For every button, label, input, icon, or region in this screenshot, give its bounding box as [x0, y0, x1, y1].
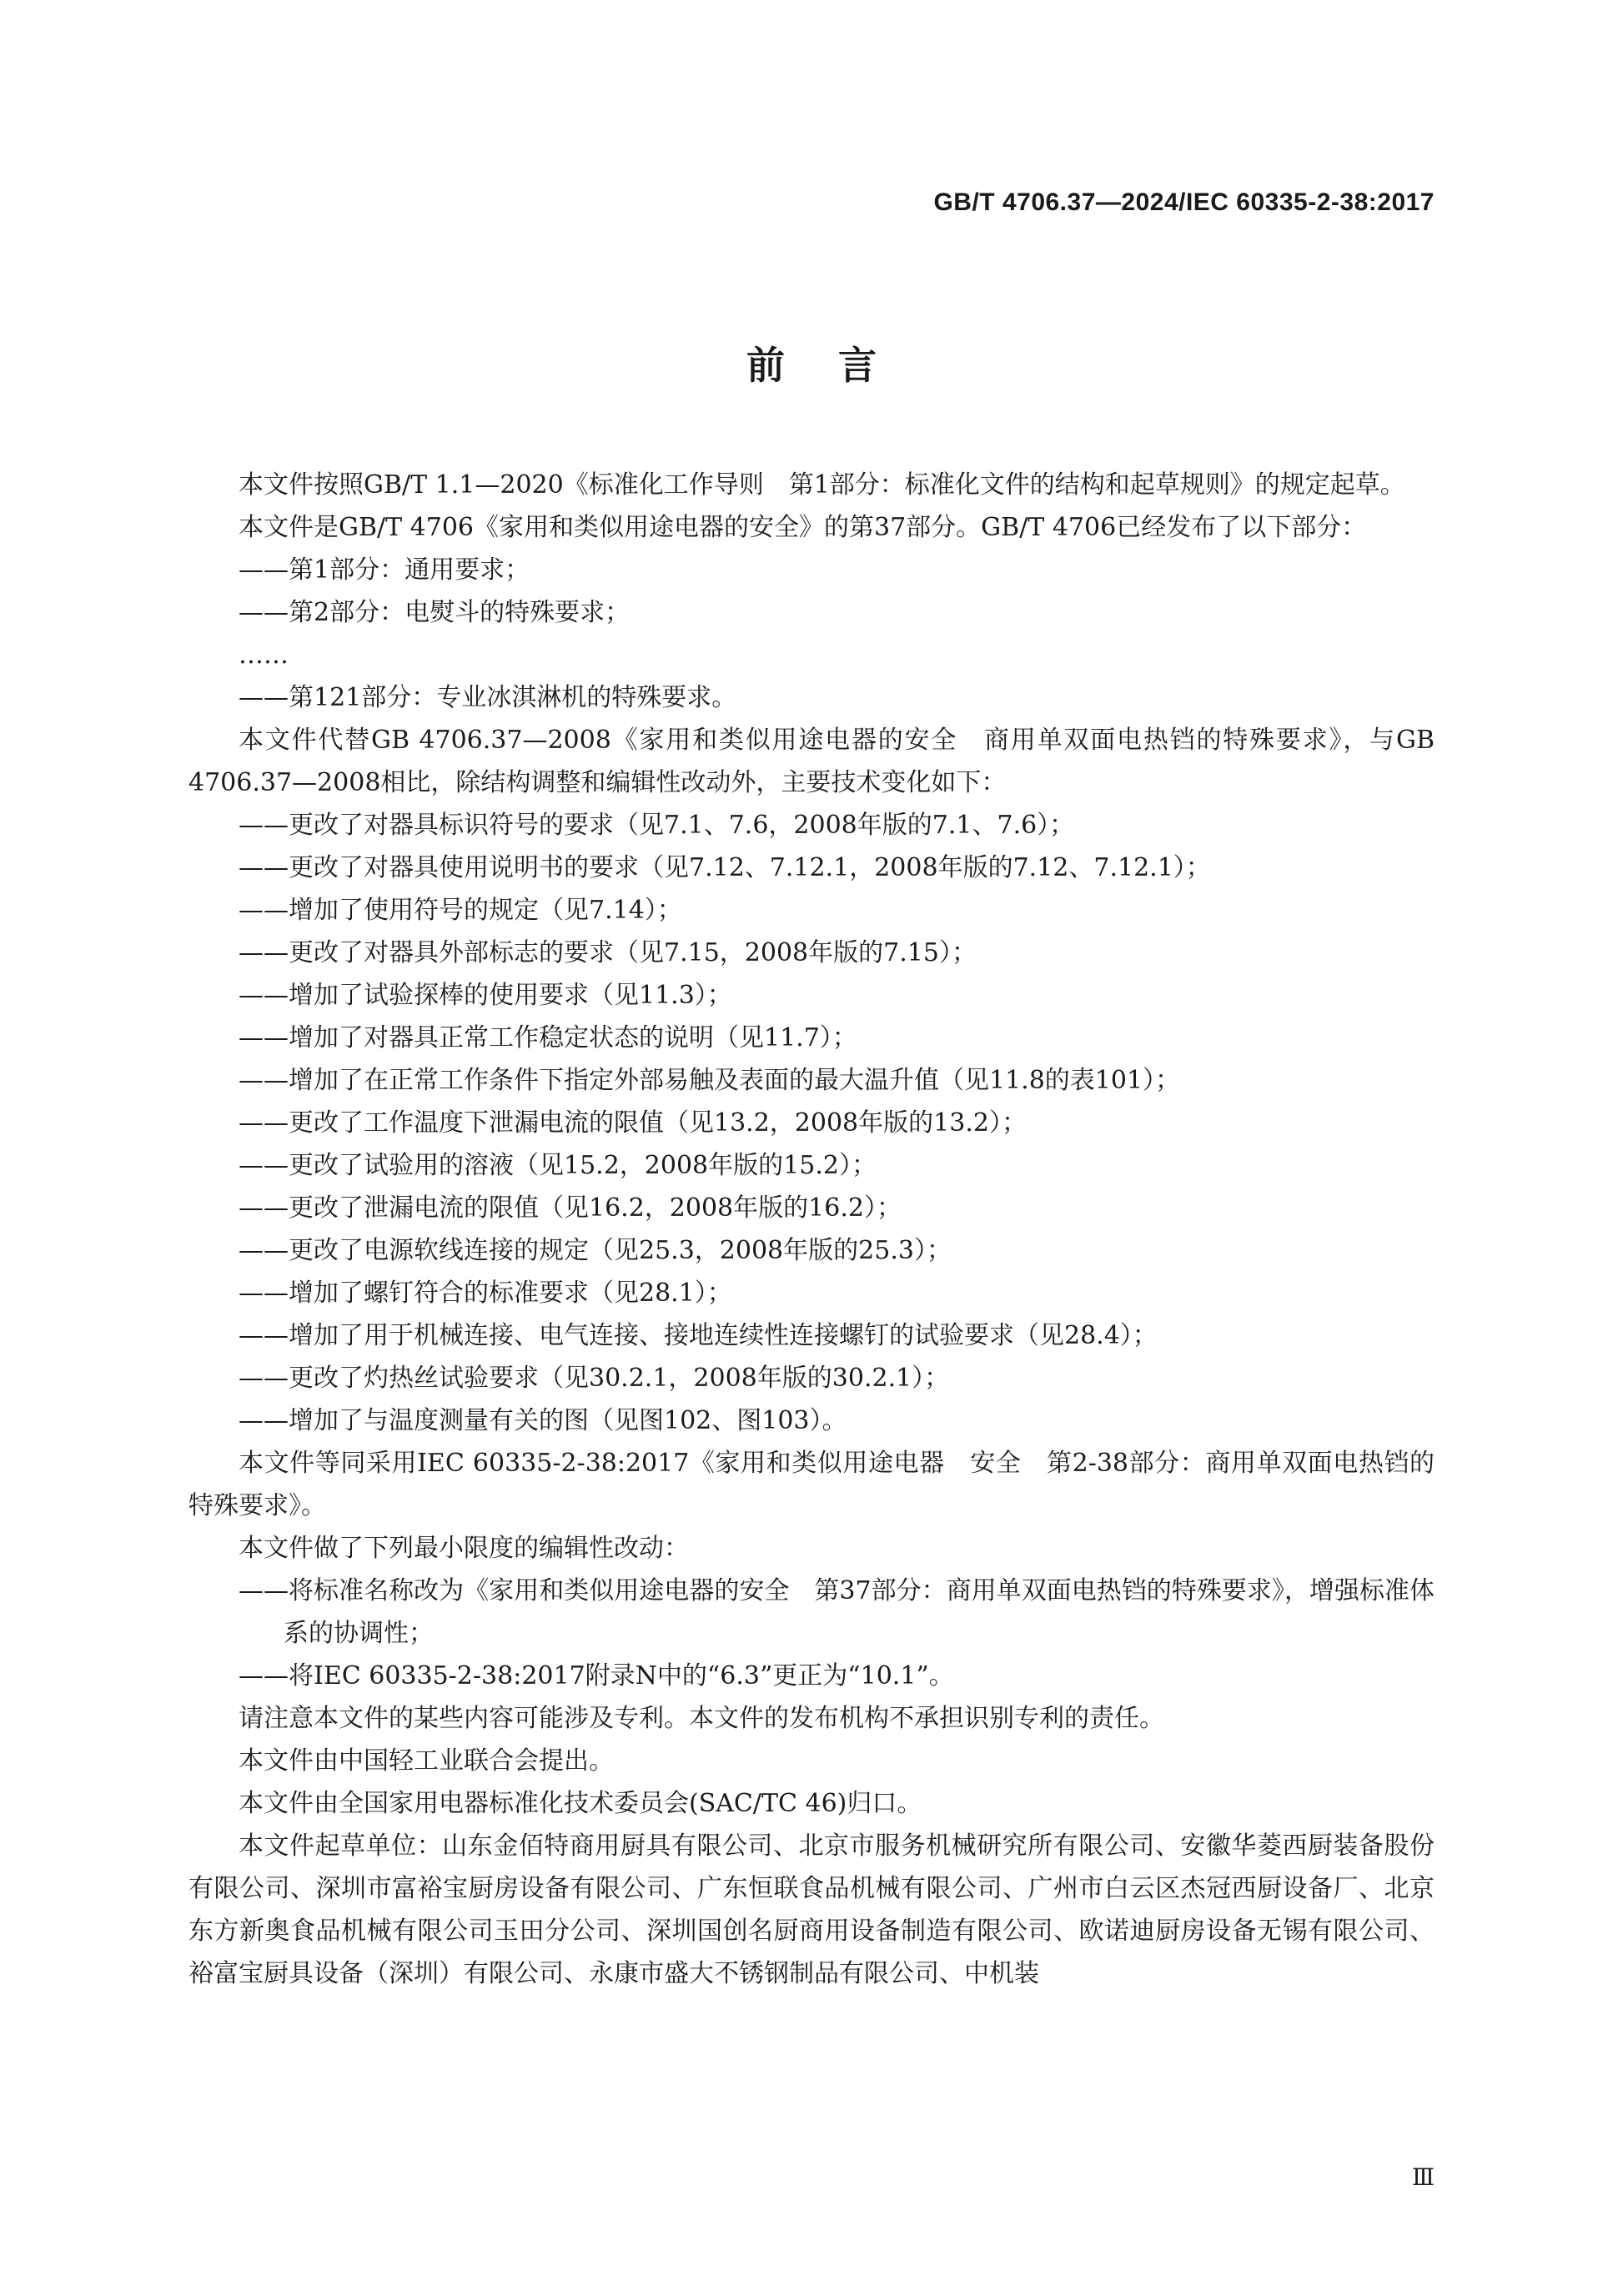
page-number: Ⅲ — [1411, 2163, 1435, 2191]
paragraph: 本文件按照GB/T 1.1—2020《标准化工作导则 第1部分：标准化文件的结构和起草规则》的规定起草。 — [239, 470, 1405, 500]
paragraph: 本文件由全国家用电器标准化技术委员会(SAC/TC 46)归口。 — [239, 1789, 922, 1818]
paragraph: 本文件由中国轻工业联合会提出。 — [239, 1746, 614, 1776]
list-item: ——更改了对器具标识符号的要求（见7.1、7.6，2008年版的7.1、7.6）； — [239, 811, 1075, 840]
list-item: ——更改了试验用的溶液（见15.2，2008年版的15.2）； — [239, 1151, 877, 1180]
list-item: ——更改了电源软线连接的规定（见25.3，2008年版的25.3）； — [239, 1236, 952, 1265]
paragraph: 本文件是GB/T 4706《家用和类似用途电器的安全》的第37部分。GB/T 4706已经发布了以下部分： — [239, 513, 1367, 542]
list-item: ——增加了使用符号的规定（见7.14）； — [239, 896, 682, 925]
paragraph: 本文件做了下列最小限度的编辑性改动： — [239, 1534, 689, 1563]
list-item: ——增加了与温度测量有关的图（见图102、图103）。 — [239, 1406, 847, 1435]
list-item: ——增加了用于机械连接、电气连接、接地连续性连接螺钉的试验要求（见28.4）； — [239, 1321, 1158, 1350]
list-item: ——增加了试验探棒的使用要求（见11.3）； — [239, 981, 732, 1010]
list-item: ——将标准名称改为《家用和类似用途电器的安全 第37部分：商用单双面电热铛的特殊要求》，增强标准体系的协调性； — [239, 1576, 1435, 1648]
document-body — [188, 464, 1435, 1995]
list-item: ——将IEC 60335-2-38:2017附录N中的“6.3”更正为“10.1”。 — [239, 1661, 954, 1691]
paragraph: 本文件起草单位：山东金佰特商用厨具有限公司、北京市服务机械研究所有限公司、安徽华菱西厨装备股份有限公司、深圳市富裕宝厨房设备有限公司、广东恒联食品机械有限公司、广州市白云区杰冠西厨设备厂、北京东方新奥食品机械有限公司玉田分公司、深圳国创名厨商用设备制造有限公司、欧诺迪厨房设备无锡有限公司、裕富宝厨具设备（深圳）有限公司、永康市盛大不锈钢制品有限公司、中机装 — [188, 1831, 1435, 1988]
list-item: ——增加了对器具正常工作稳定状态的说明（见11.7）； — [239, 1023, 857, 1053]
paragraph: 本文件代替GB 4706.37—2008《家用和类似用途电器的安全 商用单双面电热铛的特殊要求》，与GB 4706.37—2008相比，除结构调整和编辑性改动外，主要技术变化如下： — [188, 726, 1435, 797]
list-item: ——第2部分：电熨斗的特殊要求； — [239, 598, 631, 627]
standard-number: GB/T 4706.37—2024/IEC 60335-2-38:2017 — [933, 188, 1435, 216]
page-title: 前言 — [746, 343, 930, 388]
paragraph: 请注意本文件的某些内容可能涉及专利。本文件的发布机构不承担识别专利的责任。 — [239, 1704, 1164, 1733]
list-item: ——更改了对器具外部标志的要求（见7.15，2008年版的7.15）； — [239, 938, 977, 967]
list-item: ——增加了在正常工作条件下指定外部易触及表面的最大温升值（见11.8的表101）； — [239, 1066, 1181, 1095]
list-item: ——更改了工作温度下泄漏电流的限值（见13.2，2008年版的13.2）； — [239, 1108, 1027, 1138]
paragraph: 本文件等同采用IEC 60335-2-38:2017《家用和类似用途电器 安全 第2-38部分：商用单双面电热铛的特殊要求》。 — [188, 1449, 1435, 1520]
list-item: ——更改了对器具使用说明书的要求（见7.12、7.12.1，2008年版的7.12、7.12.1）； — [239, 853, 1211, 882]
list-item: ——更改了灼热丝试验要求（见30.2.1，2008年版的30.2.1）； — [239, 1364, 950, 1393]
paragraph: …… — [239, 641, 289, 670]
list-item: ——第1部分：通用要求； — [239, 555, 530, 585]
list-item: ——第121部分：专业冰淇淋机的特殊要求。 — [239, 683, 737, 712]
list-item: ——更改了泄漏电流的限值（见16.2，2008年版的16.2）； — [239, 1193, 902, 1223]
list-item: ——增加了螺钉符合的标准要求（见28.1）； — [239, 1279, 732, 1308]
